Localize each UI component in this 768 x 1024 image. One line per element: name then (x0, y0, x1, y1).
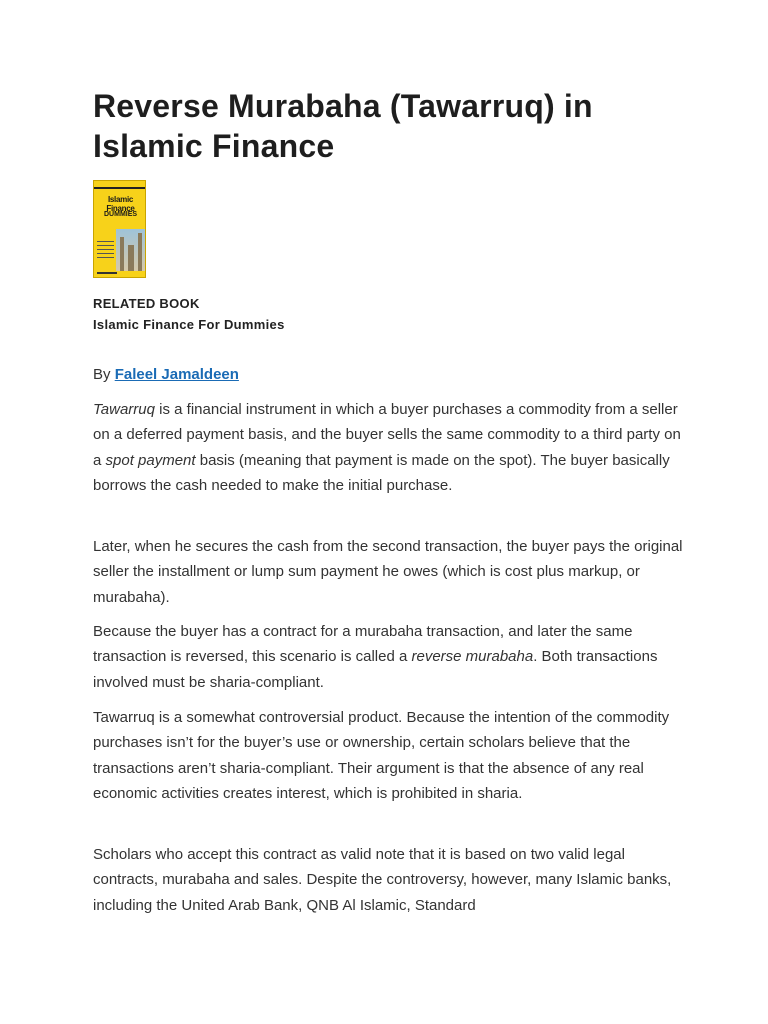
paragraph-1: Tawarruq is a financial instrument in which a buyer purchases a commodity from a seller on a deferred payment basis, and the buyer sells the same commodity to a third party on a spot payment basis (meaning that payment is made on the spot). The buyer basically borrows the cash needed to make the initial purchase. (93, 401, 681, 494)
paragraph-4: Tawarruq is a somewhat controversial product. Because the intention of the commodity purchases isn’t for the buyer’s use or ownership, certain scholars believe that the transactions aren’t sharia-compliant. Their argument is that the absence of any real economic activities creates interest, which is prohibited in sharia. (93, 709, 670, 802)
term-tawarruq: Tawarruq (93, 401, 155, 418)
related-book-label: RELATED BOOK (93, 296, 200, 311)
cover-title: Islamic Finance (106, 195, 135, 213)
cover-series-title: DUMMIES (104, 211, 138, 218)
page-title: Reverse Murabaha (Tawarruq) in Islamic Finance (93, 88, 593, 164)
cover-author-line (97, 272, 117, 274)
byline-prefix: By (93, 366, 111, 383)
related-book-title[interactable]: Islamic Finance For Dummies (93, 317, 285, 332)
cover-photo (116, 229, 145, 271)
term-spot-payment: spot payment (105, 451, 196, 469)
cover-text-lines (97, 241, 114, 261)
term-reverse-murabaha: reverse murabaha (411, 648, 534, 666)
paragraph-2: Later, when he secures the cash from the second transaction, the buyer pays the original seller the installment or lump sum payment he owes (which is cost plus markup, or murabaha). (93, 538, 683, 606)
paragraph-5: Scholars who accept this contract as valid note that it is based on two valid legal contracts, murabaha and sales. Despite the controversy, however, many Islamic banks, including the United Arab Bank, QNB Al Islamic, Standard (93, 846, 672, 914)
author-link[interactable]: Faleel Jamaldeen (114, 366, 239, 383)
cover-top-band (94, 187, 145, 189)
byline (93, 366, 239, 383)
paragraph-3: Because the buyer has a contract for a murabaha transaction, and later the same transaction is reversed, this scenario is called a reverse murabaha. Both transactions involved must be sharia-compliant. (93, 623, 658, 691)
book-cover-image[interactable] (93, 180, 146, 278)
